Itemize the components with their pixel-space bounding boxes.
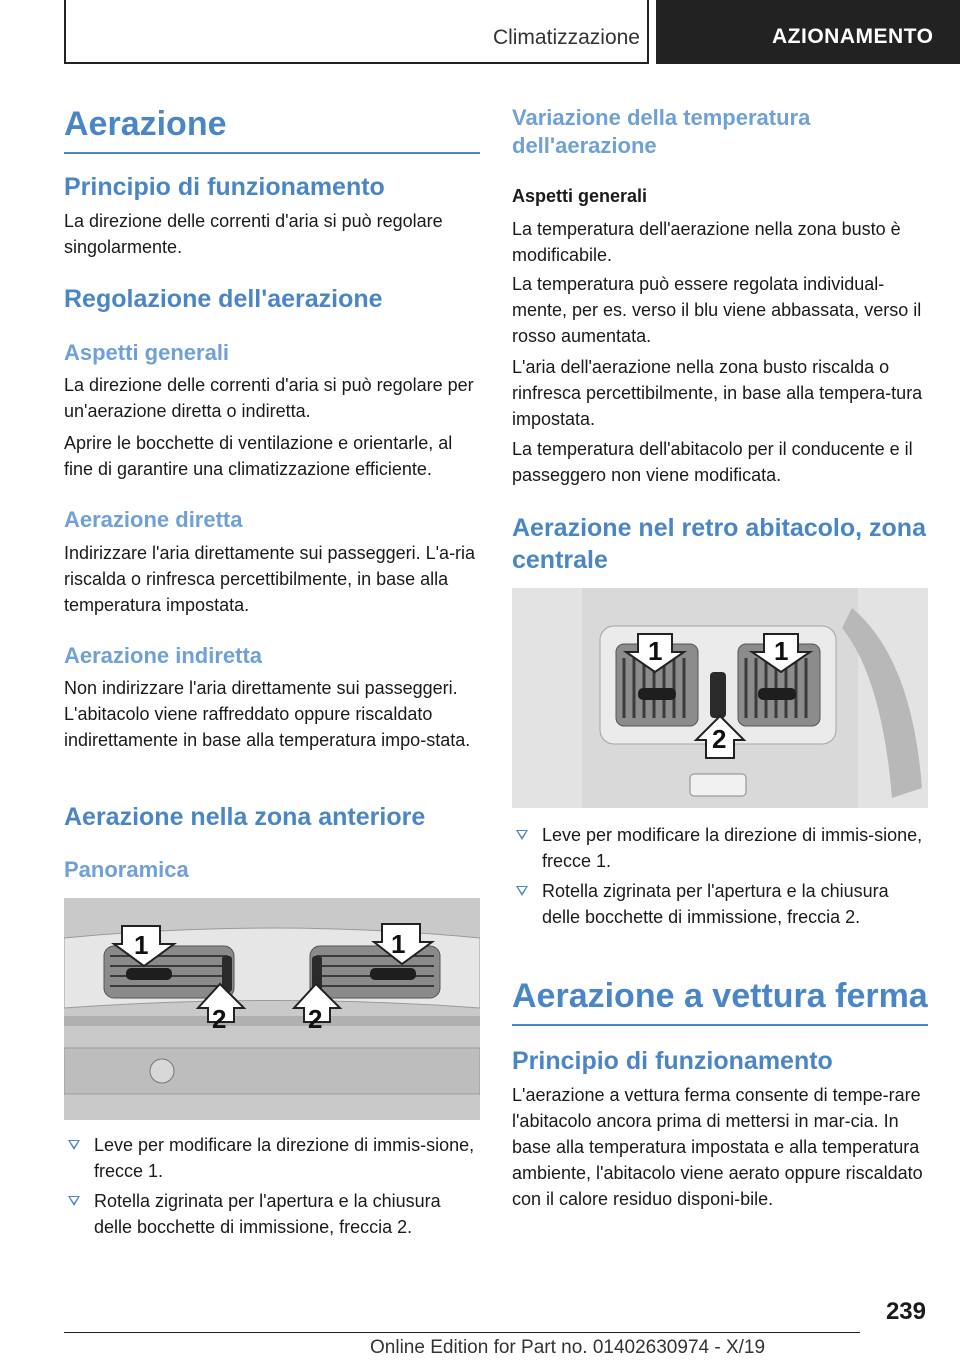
footer-rule bbox=[64, 1332, 860, 1333]
rear-vents-illustration bbox=[512, 588, 928, 808]
header-left-border bbox=[64, 0, 66, 64]
footer-edition: Online Edition for Part no. 01402630974 - X/19 bbox=[370, 1337, 766, 1358]
header-bottom-border bbox=[64, 62, 649, 64]
list-item bbox=[512, 822, 928, 874]
heading-aerazione-diretta: Aerazione diretta bbox=[64, 507, 243, 532]
tab-azionamento[interactable]: AZIONAMENTO bbox=[656, 0, 960, 64]
bullet-text: Rotella zigrinata per l'apertura e la chiusura delle bocchette di immissione, freccia 2. bbox=[94, 1191, 441, 1237]
text-principio: La direzione delle correnti d'aria si può regolare singolarmente. bbox=[64, 211, 443, 257]
front-vents-illustration bbox=[64, 898, 480, 1120]
bullet-triangle-icon bbox=[516, 886, 528, 896]
bullet-triangle-icon bbox=[68, 1140, 80, 1150]
text-variazione-3: L'aria dell'aerazione nella zona busto riscalda o rinfresca percettibilmente, in base alla tempera-tura impostata. bbox=[512, 357, 923, 429]
page-title: Aerazione bbox=[64, 105, 227, 143]
front-callout-2b: 2 bbox=[308, 1004, 323, 1034]
title-rule bbox=[64, 152, 480, 154]
rear-callout-1a: 1 bbox=[648, 636, 663, 666]
text-variazione-4: La temperatura dell'abitacolo per il conducente e il passeggero non viene modificata. bbox=[512, 439, 913, 485]
heading-zona-anteriore: Aerazione nella zona anteriore bbox=[64, 803, 426, 831]
tab-climatizzazione[interactable]: Climatizzazione bbox=[492, 26, 640, 49]
front-callout-1a: 1 bbox=[134, 930, 149, 960]
text-variazione-1: La temperatura dell'aerazione nella zona busto è modificabile. bbox=[512, 219, 901, 265]
text-variazione-2: La temperatura può essere regolata individual-mente, per es. verso il blu viene abbassata, verso il rosso aumentata. bbox=[512, 274, 922, 346]
bullet-triangle-icon bbox=[68, 1196, 80, 1206]
heading-principio-ferma: Principio di funzionamento bbox=[512, 1047, 833, 1075]
heading-principio: Principio di funzionamento bbox=[64, 173, 385, 201]
front-callout-2a: 2 bbox=[212, 1004, 227, 1034]
text-aspetti-2: Aprire le bocchette di ventilazione e orientarle, al fine di garantire una climatizzazione efficiente. bbox=[64, 433, 453, 479]
bullet-text: Leve per modificare la direzione di immis-sione, frecce 1. bbox=[542, 825, 923, 871]
heading-aerazione-indiretta: Aerazione indiretta bbox=[64, 643, 263, 668]
text-vettura-ferma: L'aerazione a vettura ferma consente di tempe-rare l'abitacolo ancora prima di mettersi in mar-cia. In base alla temperatura impostata e alla temperatura ambiente, l'abitacolo viene aerato oppure riscaldato con il calore residuo disponi-bile. bbox=[512, 1085, 923, 1209]
list-item bbox=[64, 1188, 480, 1240]
heading-vettura-ferma: Aerazione a vettura ferma bbox=[512, 977, 928, 1015]
front-callout-1b: 1 bbox=[391, 929, 406, 959]
rear-vents-photo bbox=[512, 588, 928, 808]
text-aspetti-1: La direzione delle correnti d'aria si può regolare per un'aerazione diretta o indiretta. bbox=[64, 375, 474, 421]
rear-callout-1b: 1 bbox=[774, 636, 789, 666]
bullet-text: Rotella zigrinata per l'apertura e la chiusura delle bocchette di immissione, freccia 2. bbox=[542, 881, 889, 927]
heading-regolazione: Regolazione dell'aerazione bbox=[64, 285, 383, 313]
text-aerazione-diretta: Indirizzare l'aria direttamente sui passeggeri. L'a-ria riscalda o rinfresca percettibilmente, in base alla temperatura impostata. bbox=[64, 543, 476, 615]
heading-aspetti-generali-right: Aspetti generali bbox=[512, 186, 648, 206]
heading-retro-abitacolo: Aerazione nel retro abitacolo, zona centrale bbox=[512, 514, 926, 574]
page-number: 239 bbox=[885, 1298, 926, 1325]
heading-aspetti-generali: Aspetti generali bbox=[64, 340, 230, 365]
list-item bbox=[512, 878, 928, 930]
rear-callout-2: 2 bbox=[712, 724, 727, 754]
header-right-border bbox=[647, 0, 649, 64]
heading-variazione-temperatura: Variazione della temperatura dell'aerazione bbox=[512, 105, 811, 158]
front-vents-photo bbox=[64, 898, 480, 1120]
bullet-text: Leve per modificare la direzione di immis-sione, frecce 1. bbox=[94, 1135, 475, 1181]
text-aerazione-indiretta: Non indirizzare l'aria direttamente sui passeggeri. L'abitacolo viene raffreddato oppure riscaldato indirettamente in base alla temperatura impo-stata. bbox=[64, 678, 471, 750]
bullet-triangle-icon bbox=[516, 830, 528, 840]
vettura-ferma-rule bbox=[512, 1024, 928, 1026]
list-item bbox=[64, 1132, 480, 1184]
heading-panoramica: Panoramica bbox=[64, 857, 189, 882]
